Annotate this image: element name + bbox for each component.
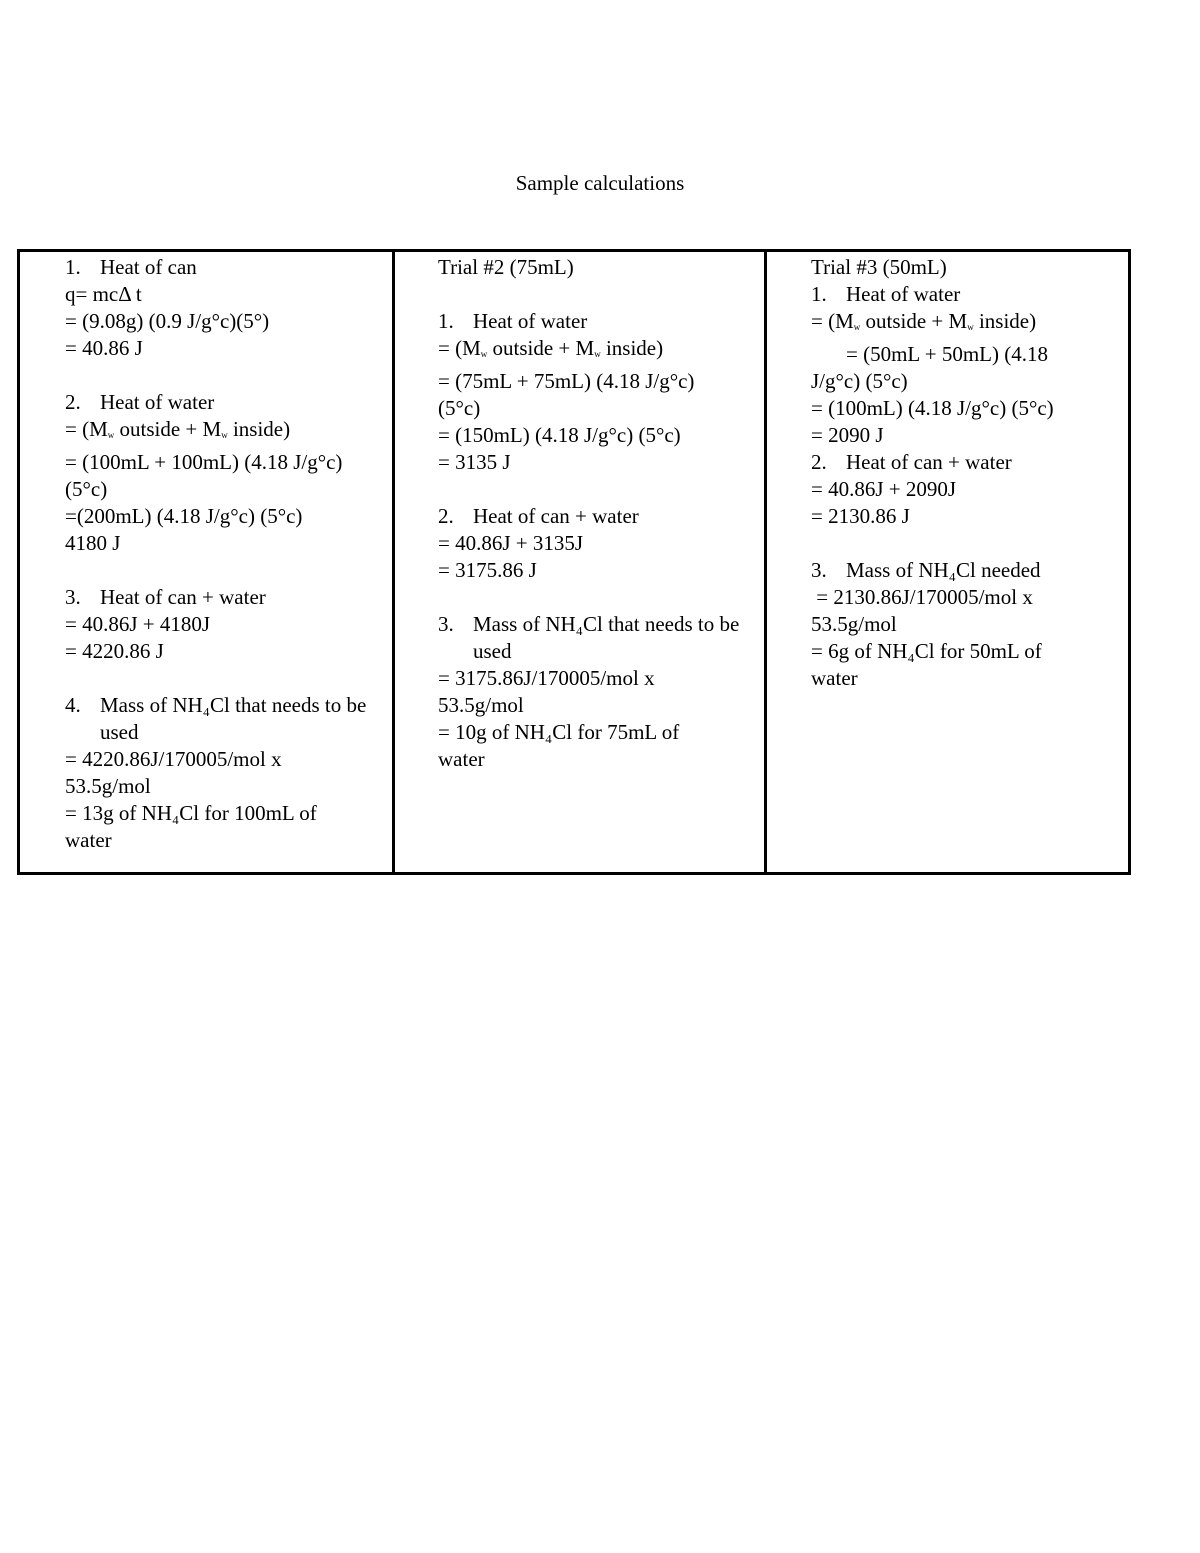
step-number: 1.	[811, 282, 827, 306]
step-heat-of-can	[65, 254, 392, 281]
formula-line: = (150mL) (4.18 J/g°c) (5°c)	[438, 423, 681, 447]
formula-line: = ($M_w$ outside + $M_w$ inside)	[65, 417, 291, 441]
step-label: Heat of can	[100, 255, 197, 279]
formula-line: = 40.86J + 4180J	[65, 612, 211, 636]
step-mass-nh4cl	[811, 557, 1118, 584]
formula-line: = (50mL + 50mL) (4.18	[846, 342, 1048, 366]
step-label: Mass of NH₄Cl that needs to be used	[473, 612, 740, 663]
step-label: Mass of NH₄Cl that needs to be used	[100, 693, 367, 744]
step-heat-of-water	[438, 308, 750, 335]
result-line: = 2130.86 J	[811, 504, 910, 528]
formula-line: = (100mL) (4.18 J/g°c) (5°c)	[811, 396, 1054, 420]
step-number: 2.	[811, 450, 827, 474]
step-label: Mass of NH₄Cl needed	[846, 558, 1041, 582]
step-label: Heat of can + water	[100, 585, 266, 609]
step-number: 3.	[438, 612, 454, 636]
step-label: Heat of water	[100, 390, 215, 414]
result-line: = 4220.86 J	[65, 639, 164, 663]
formula-line: =(200mL) (4.18 J/g°c) (5°c)	[65, 504, 303, 528]
formula-line: q= mcΔ t	[65, 282, 142, 306]
result-line: water	[811, 666, 858, 690]
step-heat-of-water	[811, 281, 1118, 308]
step-number: 4.	[65, 693, 81, 717]
step-label: Heat of can + water	[473, 504, 639, 528]
result-line: = 40.86 J	[65, 336, 143, 360]
step-number: 3.	[811, 558, 827, 582]
step-number: 3.	[65, 585, 81, 609]
formula-line: 53.5g/mol	[438, 693, 524, 717]
formula-line: = 3175.86J/170005/mol x	[438, 666, 655, 690]
step-label: Heat of water	[473, 309, 588, 333]
calculation-table	[17, 249, 1131, 875]
step-heat-of-water	[65, 389, 392, 416]
step-number: 2.	[65, 390, 81, 414]
formula-line: (5°c)	[438, 396, 481, 420]
formula-line: = (100mL + 100mL) (4.18 J/g°c)	[65, 450, 343, 474]
result-line: water	[65, 828, 112, 852]
formula-line: = 40.86J + 2090J	[811, 477, 957, 501]
result-line: = 2090 J	[811, 423, 884, 447]
result-line: = 10g of NH₄Cl for 75mL of	[438, 720, 680, 744]
result-line: = 6g of NH₄Cl for 50mL of	[811, 639, 1042, 663]
step-number: 1.	[438, 309, 454, 333]
step-mass-nh4cl	[65, 692, 392, 746]
step-mass-nh4cl	[438, 611, 750, 665]
step-label: Heat of water	[846, 282, 961, 306]
result-line: = 3135 J	[438, 450, 511, 474]
step-label: Heat of can + water	[846, 450, 1012, 474]
formula-line: = (75mL + 75mL) (4.18 J/g°c)	[438, 369, 695, 393]
column-trial-1	[20, 252, 395, 872]
result-line: = 13g of NH₄Cl for 100mL of	[65, 801, 317, 825]
formula-line: 53.5g/mol	[65, 774, 151, 798]
step-heat-of-can-water	[811, 449, 1118, 476]
formula-line: 53.5g/mol	[811, 612, 897, 636]
result-line: = 3175.86 J	[438, 558, 537, 582]
formula-line: = 4220.86J/170005/mol x	[65, 747, 282, 771]
formula-line: = (9.08g) (0.9 J/g°c)(5°)	[65, 309, 270, 333]
page-title: Sample calculations	[515, 171, 685, 195]
result-line: water	[438, 747, 485, 771]
formula-line: J/g°c) (5°c)	[811, 369, 908, 393]
formula-line: = ($M_w$ outside + $M_w$ inside)	[811, 309, 1037, 333]
formula-line: = 2130.86J/170005/mol x	[811, 585, 1033, 609]
step-number: 2.	[438, 504, 454, 528]
column-trial-2	[395, 252, 767, 872]
trial-heading: Trial #2 (75mL)	[438, 255, 574, 279]
trial-heading: Trial #3 (50mL)	[811, 255, 947, 279]
formula-line: (5°c)	[65, 477, 108, 501]
formula-line: = 40.86J + 3135J	[438, 531, 584, 555]
result-line: 4180 J	[65, 531, 121, 555]
step-number: 1.	[65, 255, 81, 279]
formula-line: = ($M_w$ outside + $M_w$ inside)	[438, 336, 664, 360]
step-heat-of-can-water	[438, 503, 750, 530]
column-trial-3	[767, 252, 1128, 872]
step-heat-of-can-water	[65, 584, 392, 611]
